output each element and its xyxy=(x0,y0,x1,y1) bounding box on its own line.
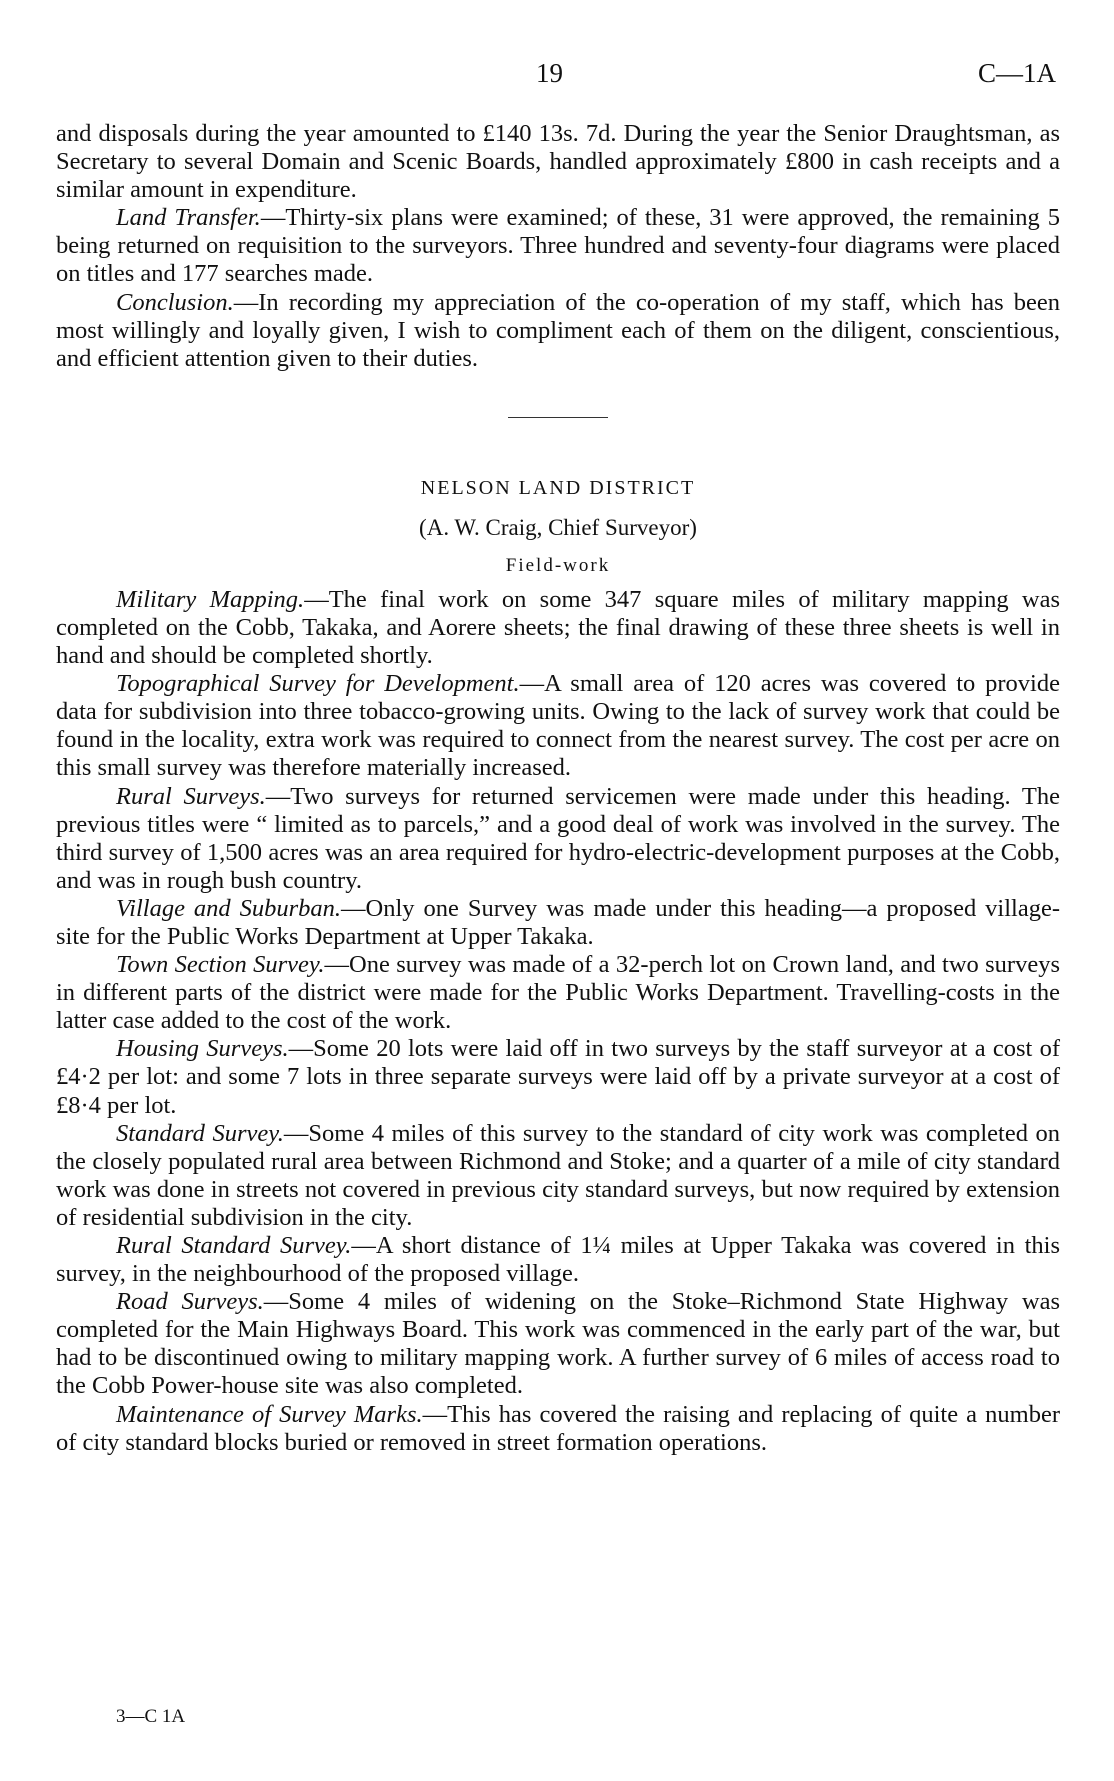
page-signature: 3—C 1A xyxy=(116,1706,186,1727)
page-body xyxy=(56,120,1060,1457)
paragraph-text: —A short distance of 1¼ miles at Upper Takaka was covered in this survey, in the neighbourhood of the proposed village. xyxy=(56,1232,1061,1288)
district-title: NELSON LAND DISTRICT xyxy=(420,476,696,499)
paragraph-military-mapping xyxy=(56,586,1060,670)
paragraph-heading: Rural Standard Survey. xyxy=(116,1232,352,1259)
paragraph-maintenance-survey-marks xyxy=(56,1401,1060,1457)
paragraph-text: and disposals during the year amounted to £140 13s. 7d. During the year the Senior Draughtsman, as Secretary to several Domain and Scenic Boards, handled approximately £800 in cash receipts and a similar amount in expenditure. xyxy=(56,120,1060,204)
paragraph-text: —Some 4 miles of this survey to the standard of city work was completed on the closely populated rural area between Richmond and Stoke; and a quarter of a mile of city standard work was done in streets not covered in previous city standard surveys, but now required by extension of residential subdivision in the city. xyxy=(56,1119,1060,1231)
section-divider xyxy=(508,417,608,418)
paragraph-heading: Road Surveys. xyxy=(116,1288,264,1316)
paragraph-text: —One survey was made of a 32-perch lot on Crown land, and two surveys in different parts of the district were made for the Public Works Department. Travelling-costs in the latter case added to the cost of the work. xyxy=(56,951,1060,1035)
paragraph-text: —In recording my appreciation of the co-operation of my staff, which has been most willingly and loyally given, I wish to compliment each of them on the diligent, conscientious, and efficient attention given to their duties. xyxy=(56,288,1060,372)
series-code: C—1A xyxy=(977,58,1056,88)
paragraph-heading: Village and Suburban. xyxy=(116,894,342,922)
paragraph-rural-surveys xyxy=(56,783,1060,895)
paragraph-text: —The final work on some 347 square miles of military mapping was completed on the Cobb, Takaka, and Aorere sheets; the final drawing of these three sheets is well in hand and should be completed shortly. xyxy=(56,585,1060,670)
paragraph-housing-surveys xyxy=(56,1035,1060,1119)
paragraph-text: —This has covered the raising and replacing of quite a number of city standard blocks buried or removed in street formation operations. xyxy=(56,1400,1060,1456)
paragraph-town-section-survey xyxy=(56,951,1060,1035)
paragraph-heading: Topographical Survey for Development. xyxy=(116,670,520,698)
paragraph-heading: Town Section Survey. xyxy=(116,951,325,979)
paragraph-road-surveys xyxy=(56,1288,1060,1400)
paragraph-text: —Some 20 lots were laid off in two surveys by the staff surveyor at a cost of £4·2 per lot: and some 7 lots in three separate surveys were laid off by a private surveyor at a cost of £8·4 per lot. xyxy=(56,1035,1060,1119)
paragraph-heading: Standard Survey. xyxy=(116,1119,284,1147)
paragraph-text: —Only one Survey was made under this heading—a proposed village-site for the Public Works Department at Upper Takaka. xyxy=(56,894,1060,950)
paragraph-text: —A small area of 120 acres was covered to provide data for subdivision into three tobacco-growing units. Owing to the lack of survey work that could be found in the locality, extra work was required to connect from the nearest survey. The cost per acre on this small survey was therefore materially increased. xyxy=(56,670,1060,782)
paragraph-text: —Thirty-six plans were examined; of these, 31 were approved, the remaining 5 being returned on requisition to the surveyors. Three hundred and seventy-four diagrams were placed on titles and 177 searches made. xyxy=(56,204,1060,288)
paragraph-topographical-survey xyxy=(56,670,1060,782)
surveyor-line: (A. W. Craig, Chief Surveyor) xyxy=(419,514,697,540)
paragraph-village-suburban xyxy=(56,895,1060,951)
paragraph-conclusion xyxy=(56,289,1060,373)
paragraph-text: —Some 4 miles of widening on the Stoke–Richmond State Highway was completed for the Main Highways Board. This work was commenced in the early part of the war, but had to be discontinued owing to military mapping work. A further survey of 6 miles of access road to the Cobb Power-house site was also completed. xyxy=(56,1288,1060,1400)
paragraph-rural-standard-survey xyxy=(56,1232,1060,1288)
paragraph-heading: Rural Surveys. xyxy=(116,782,266,810)
paragraph-land-transfer xyxy=(56,204,1060,288)
paragraph-heading: Conclusion. xyxy=(116,288,234,316)
paragraph-text: —Two surveys for returned servicemen were made under this heading. The previous titles were “ limited as to parcels,” and a good deal of work was involved in the survey. The third survey of 1,500 acres was an area required for hydro-electric-development purposes at the Cobb, and was in rough bush country. xyxy=(56,782,1060,894)
paragraph-heading: Land Transfer. xyxy=(116,204,261,232)
paragraph-heading: Maintenance of Survey Marks. xyxy=(116,1400,423,1428)
paragraph-heading: Military Mapping. xyxy=(116,585,305,613)
page-number: 19 xyxy=(536,58,563,88)
paragraph-heading: Housing Surveys. xyxy=(116,1035,289,1063)
paragraph-standard-survey xyxy=(56,1120,1060,1232)
paragraph-disposals xyxy=(56,120,1060,204)
page-header xyxy=(0,58,1114,98)
section-subheading: Field-work xyxy=(505,554,611,576)
